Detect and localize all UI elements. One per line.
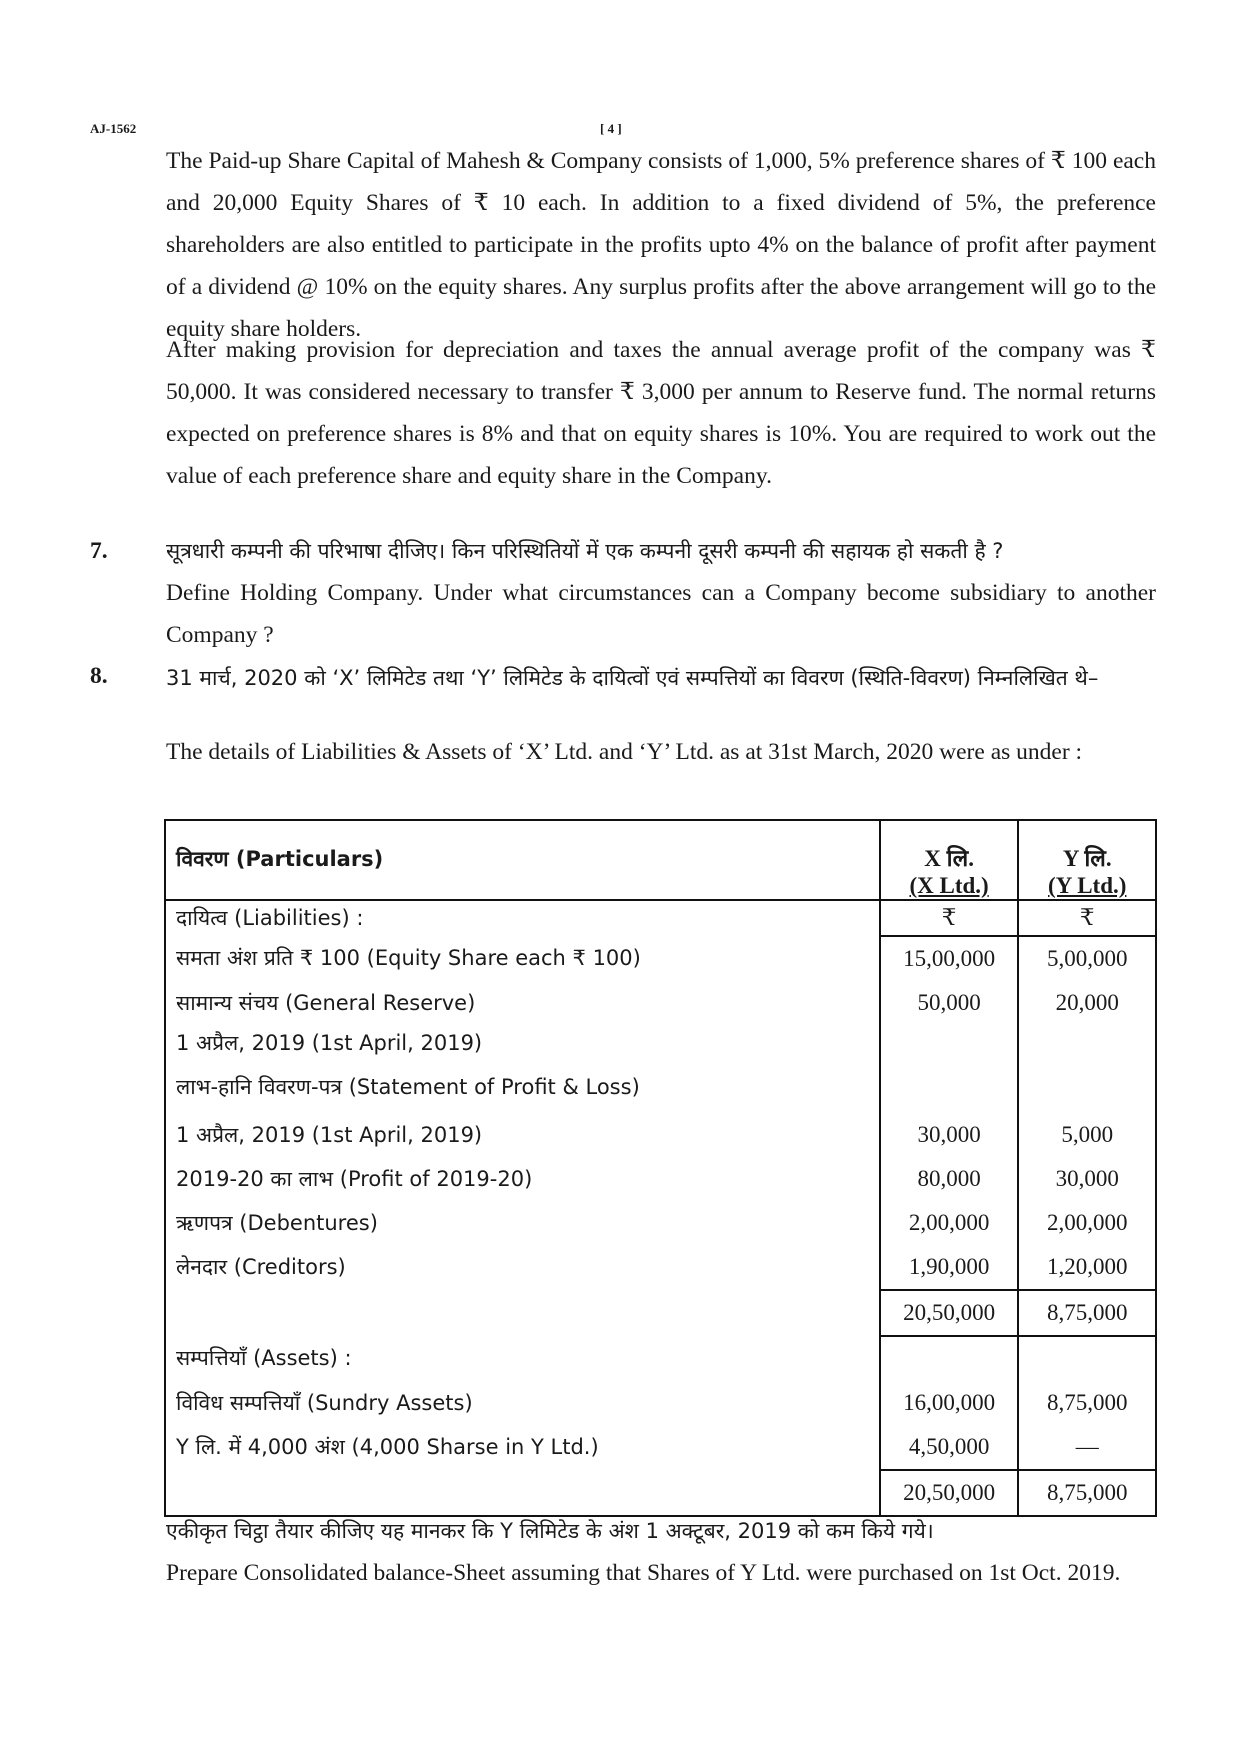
x-total: 20,50,000 [880, 1470, 1019, 1516]
table-row [165, 936, 1156, 981]
q8-hindi: 31 मार्च, 2020 को ‘X’ लिमिटेड तथा ‘Y’ लिमिटेड के दायित्वों एवं सम्पत्तियों का विवरण (स्थिति-विवरण) निम्नलिखित थे– [166, 666, 1099, 690]
y-value: 30,000 [1018, 1157, 1156, 1201]
paper-code: AJ-1562 [90, 121, 137, 136]
table-row [165, 1025, 1156, 1069]
q7-english: Define Holding Company. Under what circumstances can a Company become subsidiary to another Company ? [166, 580, 1156, 648]
particulars-header: विवरण (Particulars) [176, 847, 384, 871]
y-value: 1,20,000 [1018, 1245, 1156, 1290]
row-label: Y लि. में 4,000 अंश (4,000 Sharse in Y Ltd.) [165, 1425, 880, 1470]
x-value: 30,000 [880, 1113, 1019, 1157]
liabilities-total-row [165, 1290, 1156, 1336]
table-row [165, 1157, 1156, 1201]
table-row [165, 1201, 1156, 1245]
balance-table [164, 819, 1157, 1517]
q7-number: 7. [90, 538, 108, 564]
row-label: लेनदार (Creditors) [165, 1245, 880, 1290]
y-ltd-header-hindi: Y लि. [1062, 846, 1112, 871]
x-value [880, 1069, 1019, 1113]
table-row [165, 1245, 1156, 1290]
x-value: 2,00,000 [880, 1201, 1019, 1245]
x-value [880, 1025, 1019, 1069]
x-value: 15,00,000 [880, 936, 1019, 981]
q7-hindi: सूत्रधारी कम्पनी की परिभाषा दीजिए। किन परिस्थितियों में एक कम्पनी दूसरी कम्पनी की सहायक हो सकती है ? [166, 539, 1004, 563]
y-ltd-header-english: (Y Ltd.) [1048, 873, 1127, 898]
y-value: 20,000 [1018, 981, 1156, 1025]
x-value: 16,00,000 [880, 1381, 1019, 1425]
x-value: 4,50,000 [880, 1425, 1019, 1470]
row-label: 1 अप्रैल, 2019 (1st April, 2019) [165, 1113, 880, 1157]
row-label: 2019-20 का लाभ (Profit of 2019-20) [165, 1157, 880, 1201]
y-value: — [1018, 1425, 1156, 1470]
table-row [165, 1381, 1156, 1425]
x-ltd-header-english: (X Ltd.) [909, 873, 989, 898]
x-total: 20,50,000 [880, 1290, 1019, 1336]
y-total: 8,75,000 [1018, 1290, 1156, 1336]
row-label: ऋणपत्र (Debentures) [165, 1201, 880, 1245]
y-value: 5,000 [1018, 1113, 1156, 1157]
q8-english: The details of Liabilities & Assets of ‘X’ Ltd. and ‘Y’ Ltd. as at 31st March, 2020 were as under : [166, 739, 1083, 765]
table-header [165, 820, 1156, 900]
rupee-symbol: ₹ [1018, 900, 1156, 936]
y-value [1018, 1025, 1156, 1069]
y-value: 5,00,000 [1018, 936, 1156, 981]
liabilities-label: दायित्व (Liabilities) : [165, 900, 880, 936]
table-row [165, 1113, 1156, 1157]
x-ltd-header-hindi: X लि. [924, 846, 974, 871]
row-label: लाभ-हानि विवरण-पत्र (Statement of Profit & Loss) [165, 1069, 880, 1113]
y-value [1018, 1069, 1156, 1113]
table-row [165, 1069, 1156, 1113]
y-value: 8,75,000 [1018, 1381, 1156, 1425]
q8-footer-english: Prepare Consolidated balance-Sheet assuming that Shares of Y Ltd. were purchased on 1st Oct. 2019. [166, 1560, 1121, 1586]
rupee-symbol: ₹ [880, 900, 1019, 936]
q8-footer-hindi: एकीकृत चिट्ठा तैयार कीजिए यह मानकर कि Y लिमिटेड के अंश 1 अक्टूबर, 2019 को कम किये गये। [166, 1519, 934, 1543]
row-label: समता अंश प्रति ₹ 100 (Equity Share each ₹ 100) [165, 936, 880, 981]
q8-number: 8. [90, 663, 108, 689]
q6-paragraph-2: After making provision for depreciation and taxes the annual average profit of the company was ₹ 50,000. It was considered necessary to transfer ₹ 3,000 per annum to Reserve fund. The normal returns expected on preference shares is 8% and that on equity shares is 10%. You are required to work out the value of each preference share and equity share in the Company. [166, 337, 1156, 489]
q6-paragraph-1: The Paid-up Share Capital of Mahesh & Company consists of 1,000, 5% preference shares of ₹ 100 each and 20,000 Equity Shares of ₹ 10 each. In addition to a fixed dividend of 5%, the preference shareholders are also entitled to participate in the profits upto 4% on the balance of profit after payment of a dividend @ 10% on the equity shares. Any surplus profits after the above arrangement will go to the equity share holders. [166, 148, 1156, 342]
row-label: विविध सम्पत्तियाँ (Sundry Assets) [165, 1381, 880, 1425]
table-row [165, 1336, 1156, 1381]
row-label: सामान्य संचय (General Reserve) [165, 981, 880, 1025]
row-label: 1 अप्रैल, 2019 (1st April, 2019) [165, 1025, 880, 1069]
table-row [165, 1425, 1156, 1470]
table-row [165, 900, 1156, 936]
x-value: 50,000 [880, 981, 1019, 1025]
page-number: [ 4 ] [600, 121, 622, 136]
assets-label: सम्पत्तियाँ (Assets) : [165, 1336, 880, 1381]
x-value: 1,90,000 [880, 1245, 1019, 1290]
table-row [165, 981, 1156, 1025]
y-value: 2,00,000 [1018, 1201, 1156, 1245]
y-total: 8,75,000 [1018, 1470, 1156, 1516]
x-value: 80,000 [880, 1157, 1019, 1201]
